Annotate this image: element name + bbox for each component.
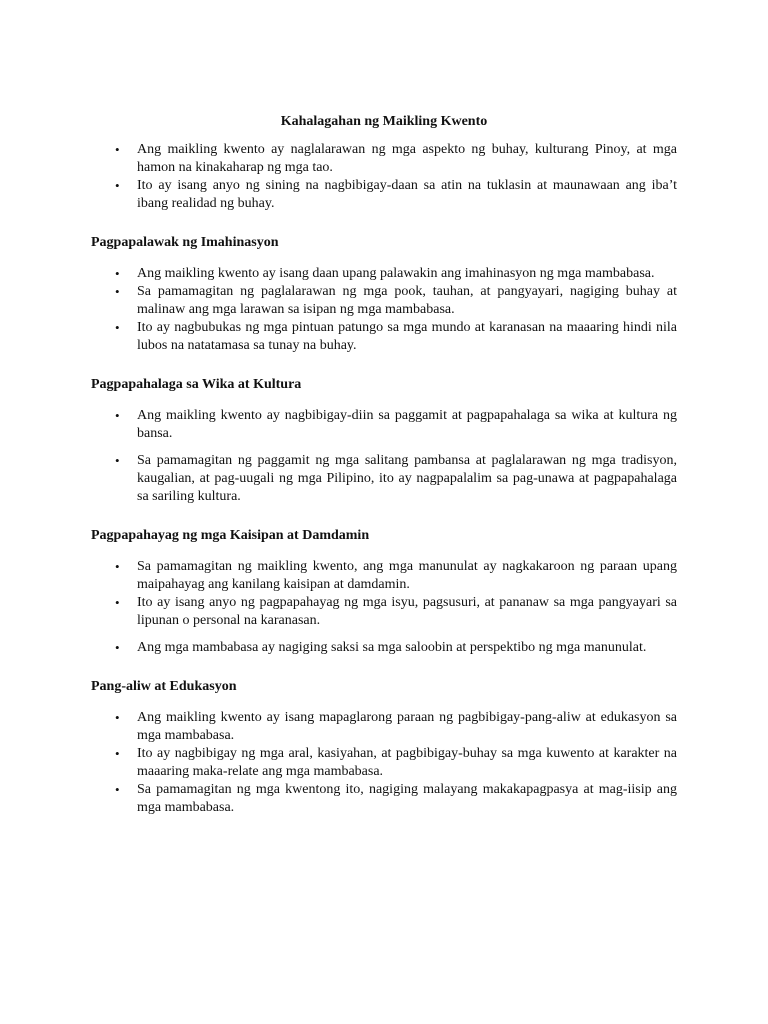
bullet-icon: • (115, 710, 120, 725)
list-item-text: Ang maikling kwento ay naglalarawan ng mga aspekto ng buhay, kulturang Pinoy, at mga hamon na kinakaharap ng mga tao. (137, 142, 677, 175)
bullet-icon: • (115, 453, 120, 468)
intro-list (91, 141, 677, 213)
section-heading: Pagpapahayag ng mga Kaisipan at Damdamin (91, 528, 370, 543)
bullet-icon: • (115, 746, 120, 761)
list-item-text: Sa pamamagitan ng mga kwentong ito, nagiging malayang makakapagpasya at mag-iisip ang mga mambabasa. (137, 782, 677, 815)
bullet-icon: • (115, 178, 120, 193)
list-item (91, 745, 677, 781)
bullet-icon: • (115, 782, 120, 797)
list-item (91, 407, 677, 443)
bullet-icon: • (115, 142, 120, 157)
section-heading: Pagpapalawak ng Imahinasyon (91, 235, 279, 250)
list-item (91, 177, 677, 213)
section-list (91, 265, 677, 355)
list-item (91, 594, 677, 630)
bullet-icon: • (115, 320, 120, 335)
section-list (91, 407, 677, 506)
list-item-text: Ito ay isang anyo ng sining na nagbibigay-daan sa atin na tuklasin at maunawaan ang iba’t ibang realidad ng buhay. (137, 178, 677, 211)
list-item (91, 283, 677, 319)
list-item-text: Ang maikling kwento ay isang daan upang palawakin ang imahinasyon ng mga mambabasa. (137, 266, 655, 281)
bullet-icon: • (115, 266, 120, 281)
bullet-icon: • (115, 284, 120, 299)
bullet-icon: • (115, 408, 120, 423)
bullet-icon: • (115, 640, 120, 655)
list-item (91, 639, 677, 657)
bullet-icon: • (115, 559, 120, 574)
list-item (91, 141, 677, 177)
list-item (91, 265, 677, 283)
section-list (91, 709, 677, 817)
list-item-text: Ito ay nagbibigay ng mga aral, kasiyahan, at pagbibigay-buhay sa mga kuwento at karakter na maaaring maka-relate ang mga mambabasa. (137, 746, 677, 779)
document-page (91, 113, 677, 817)
list-item (91, 781, 677, 817)
section-heading: Pagpapahalaga sa Wika at Kultura (91, 377, 302, 392)
list-item-text: Sa pamamagitan ng paggamit ng mga salitang pambansa at paglalarawan ng mga tradisyon, kaugalian, at pag-uugali ng mga Pilipino, ito ay nagpapalalim sa pag-unawa at pagpapahalaga sa sariling kultura. (137, 453, 677, 504)
section-list (91, 558, 677, 657)
list-item (91, 709, 677, 745)
list-item-text: Sa pamamagitan ng maikling kwento, ang mga manunulat ay nagkakaroon ng paraan upang maipahayag ang kanilang kaisipan at damdamin. (137, 559, 677, 592)
section-heading: Pang-aliw at Edukasyon (91, 679, 237, 694)
list-item-text: Ang maikling kwento ay isang mapaglarong paraan ng pagbibigay-pang-aliw at edukasyon sa mga mambabasa. (137, 710, 677, 743)
list-item (91, 558, 677, 594)
document-title: Kahalagahan ng Maikling Kwento (280, 114, 488, 129)
list-item-text: Ito ay isang anyo ng pagpapahayag ng mga isyu, pagsusuri, at pananaw sa mga pangyayari sa lipunan o personal na karanasan. (137, 595, 677, 628)
list-item-text: Ang maikling kwento ay nagbibigay-diin sa paggamit at pagpapahalaga sa wika at kultura ng bansa. (137, 408, 677, 441)
list-item (91, 452, 677, 506)
bullet-icon: • (115, 595, 120, 610)
list-item (91, 319, 677, 355)
list-item-text: Sa pamamagitan ng paglalarawan ng mga pook, tauhan, at pangyayari, nagiging buhay at malinaw ang mga larawan sa isipan ng mga mambabasa. (137, 284, 677, 317)
list-item-text: Ito ay nagbubukas ng mga pintuan patungo sa mga mundo at karanasan na maaaring hindi nila lubos na natatamasa sa tunay na buhay. (137, 320, 677, 353)
list-item-text: Ang mga mambabasa ay nagiging saksi sa mga saloobin at perspektibo ng mga manunulat. (137, 640, 647, 655)
